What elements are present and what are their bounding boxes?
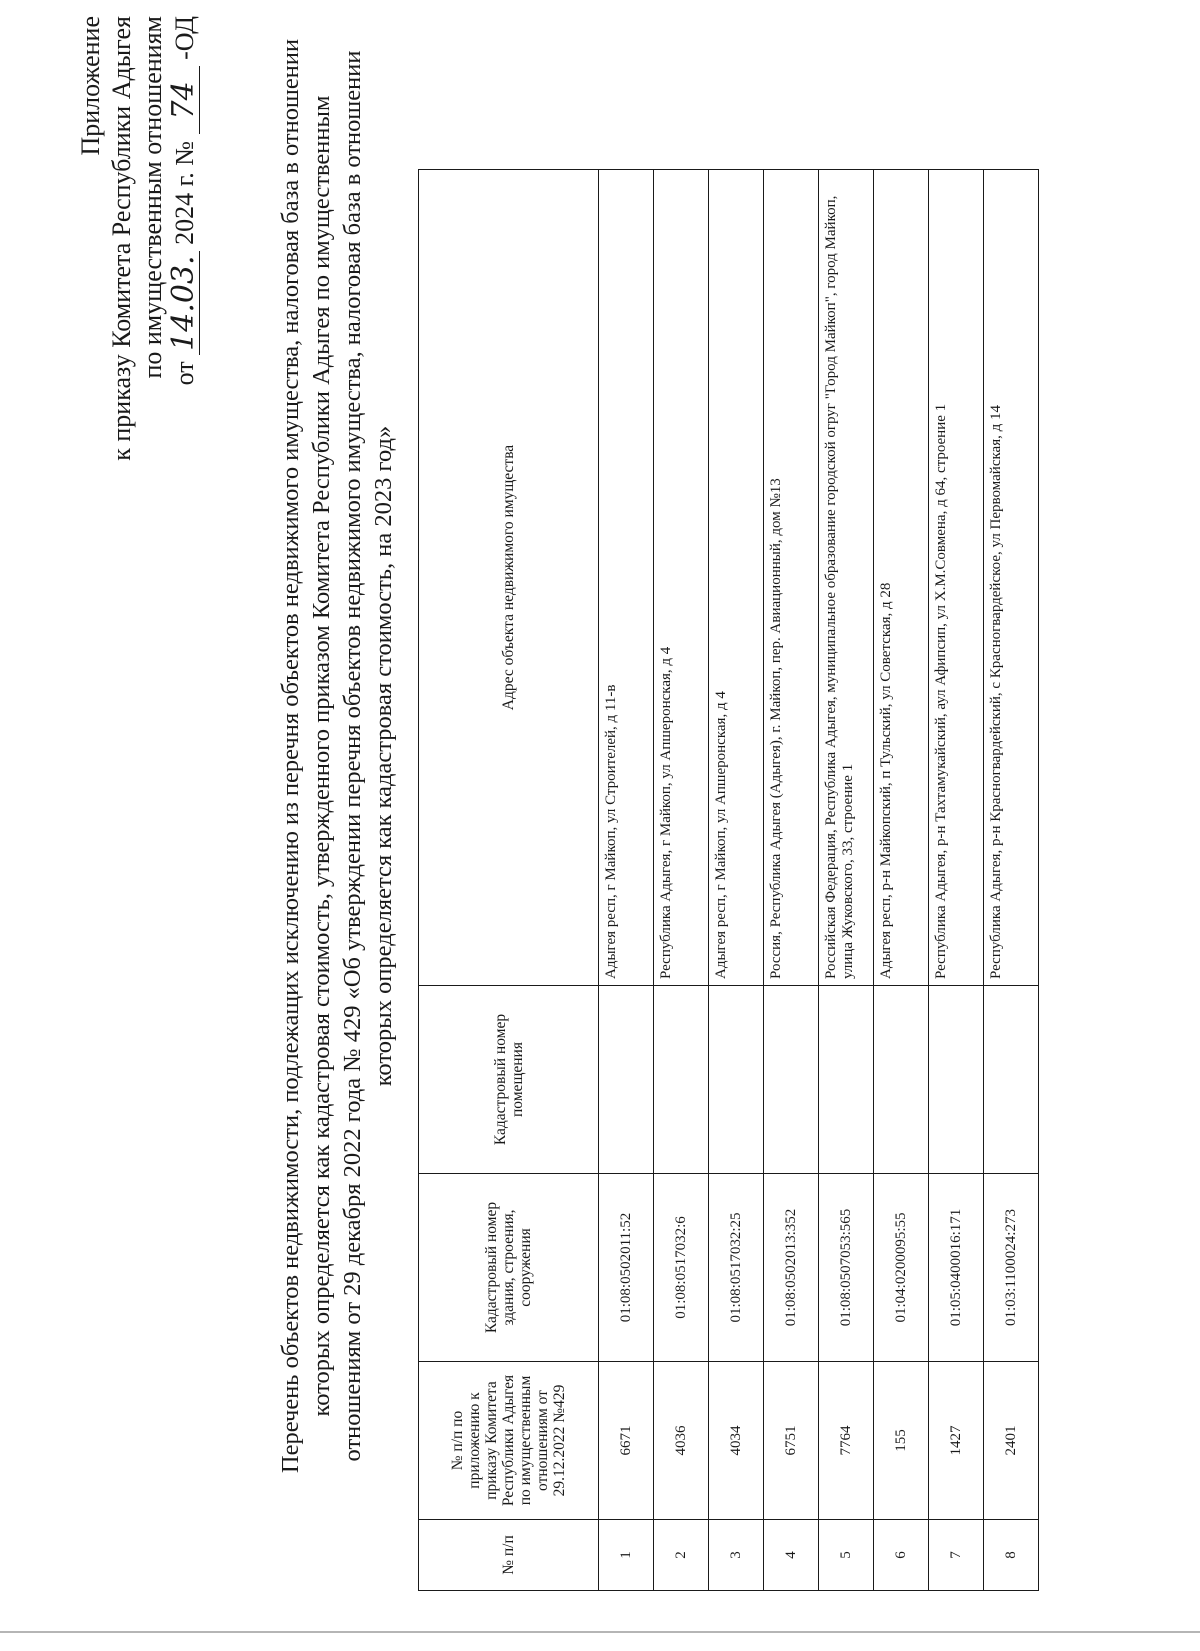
handwritten-number: 74: [168, 66, 200, 134]
cell-ref: 6671: [599, 1362, 654, 1520]
cell-address: Российская Федерация, Республика Адыгея, муниципальное образование городской огруг "Город Майкоп", город Майкоп, улица Жуковского, 33, строение 1: [819, 170, 874, 986]
cell-cad-room: [984, 986, 1039, 1174]
cell-cad-room: [654, 986, 709, 1174]
cell-cad-room: [874, 986, 929, 1174]
cell-address: Республика Адыгея, г Майкоп, ул Апшеронская, д 4: [654, 170, 709, 986]
table-row: [819, 170, 874, 1591]
header-cad-building: Кадастровый номер здания, строения, сооружения: [419, 1174, 599, 1362]
objects-table-wrapper: [418, 169, 1039, 1591]
cell-ref: 4036: [654, 1362, 709, 1520]
appendix-header: [75, 16, 200, 471]
cell-cad-building: 01:05:0400016:171: [929, 1174, 984, 1362]
cell-num: 7: [929, 1520, 984, 1591]
cell-address: Россия, Республика Адыгея (Адыгея), г. Майкоп, пер. Авиационный, дом №13: [764, 170, 819, 986]
cell-num: 1: [599, 1520, 654, 1591]
cell-address: Республика Адыгея, р-н Красногвардейский, с Красногвардейское, ул Первомайская, д 14: [984, 170, 1039, 986]
cell-num: 6: [874, 1520, 929, 1591]
cell-num: 5: [819, 1520, 874, 1591]
number-suffix: -ОД: [170, 16, 199, 60]
table-row: [709, 170, 764, 1591]
appendix-date-line: [168, 16, 200, 471]
cell-address: Адыгея респ, р-н Майкопский, п Тульский, ул Советская, д 28: [874, 170, 929, 986]
cell-cad-room: [764, 986, 819, 1174]
cell-cad-building: 01:08:0517032:6: [654, 1174, 709, 1362]
appendix-committee: по имущественным отношениям: [138, 16, 167, 379]
cell-ref: 4034: [709, 1362, 764, 1520]
cell-ref: 7764: [819, 1362, 874, 1520]
document-title: Перечень объектов недвижимости, подлежащих исключению из перечня объектов недвижимого имущества, налоговая база в отношении которых определяется как кадастровая стоимость, утвержденного приказом Комитета Республики Адыгея по имущественным отношениям от 29 декабря 2022 года № 429 «Об утверждении перечня объектов недвижимого имущества, налоговая база в отношении которых определяется как кадастровая стоимость, на 2023 год»: [277, 38, 397, 1474]
cell-ref: 155: [874, 1362, 929, 1520]
scan-edge-line: [0, 1631, 1200, 1633]
appendix-label: Приложение: [76, 16, 105, 156]
table-row: [929, 170, 984, 1591]
table-header-row: [419, 170, 599, 1591]
cell-num: 8: [984, 1520, 1039, 1591]
table-row: [874, 170, 929, 1591]
header-address: Адрес объекта недвижимого имущества: [419, 170, 599, 986]
header-cad-room: Кадастровый номер помещения: [419, 986, 599, 1174]
year-text: 2024 г. №: [170, 140, 199, 245]
cell-cad-room: [929, 986, 984, 1174]
table-row: [654, 170, 709, 1591]
cell-address: Республика Адыгея, р-н Тахтамукайский, аул Афипсип, ул Х.М.Совмена, д 64, строение 1: [929, 170, 984, 986]
appendix-order-ref: к приказу Комитета Республики Адыгея: [107, 16, 136, 461]
cell-cad-building: 01:08:0507053:565: [819, 1174, 874, 1362]
cell-cad-building: 01:08:0517032:25: [709, 1174, 764, 1362]
cell-ref: 1427: [929, 1362, 984, 1520]
cell-ref: 6751: [764, 1362, 819, 1520]
objects-table: [418, 169, 1039, 1591]
cell-cad-room: [819, 986, 874, 1174]
header-num: № п/п: [419, 1520, 599, 1591]
table-row: [599, 170, 654, 1591]
header-ref: № п/п по приложению к приказу Комитета Республики Адыгея по имущественным отношениям от 29.12.2022 №429: [419, 1362, 599, 1520]
table-row: [984, 170, 1039, 1591]
cell-cad-building: 01:08:0502013:352: [764, 1174, 819, 1362]
cell-num: 3: [709, 1520, 764, 1591]
cell-address: Адыгея респ, г Майкоп, ул Строителей, д 11-в: [599, 170, 654, 986]
cell-cad-building: 01:03:1100024:273: [984, 1174, 1039, 1362]
table-row: [764, 170, 819, 1591]
from-label: от: [170, 361, 199, 386]
cell-cad-building: 01:08:0502011:52: [599, 1174, 654, 1362]
cell-num: 2: [654, 1520, 709, 1591]
cell-cad-room: [599, 986, 654, 1174]
cell-cad-building: 01:04:0200095:55: [874, 1174, 929, 1362]
cell-cad-room: [709, 986, 764, 1174]
handwritten-date: 14.03.: [168, 251, 200, 354]
cell-ref: 2401: [984, 1362, 1039, 1520]
cell-num: 4: [764, 1520, 819, 1591]
cell-address: Адыгея респ, г Майкоп, ул Апшеронская, д 4: [709, 170, 764, 986]
table-body: [599, 170, 1039, 1591]
